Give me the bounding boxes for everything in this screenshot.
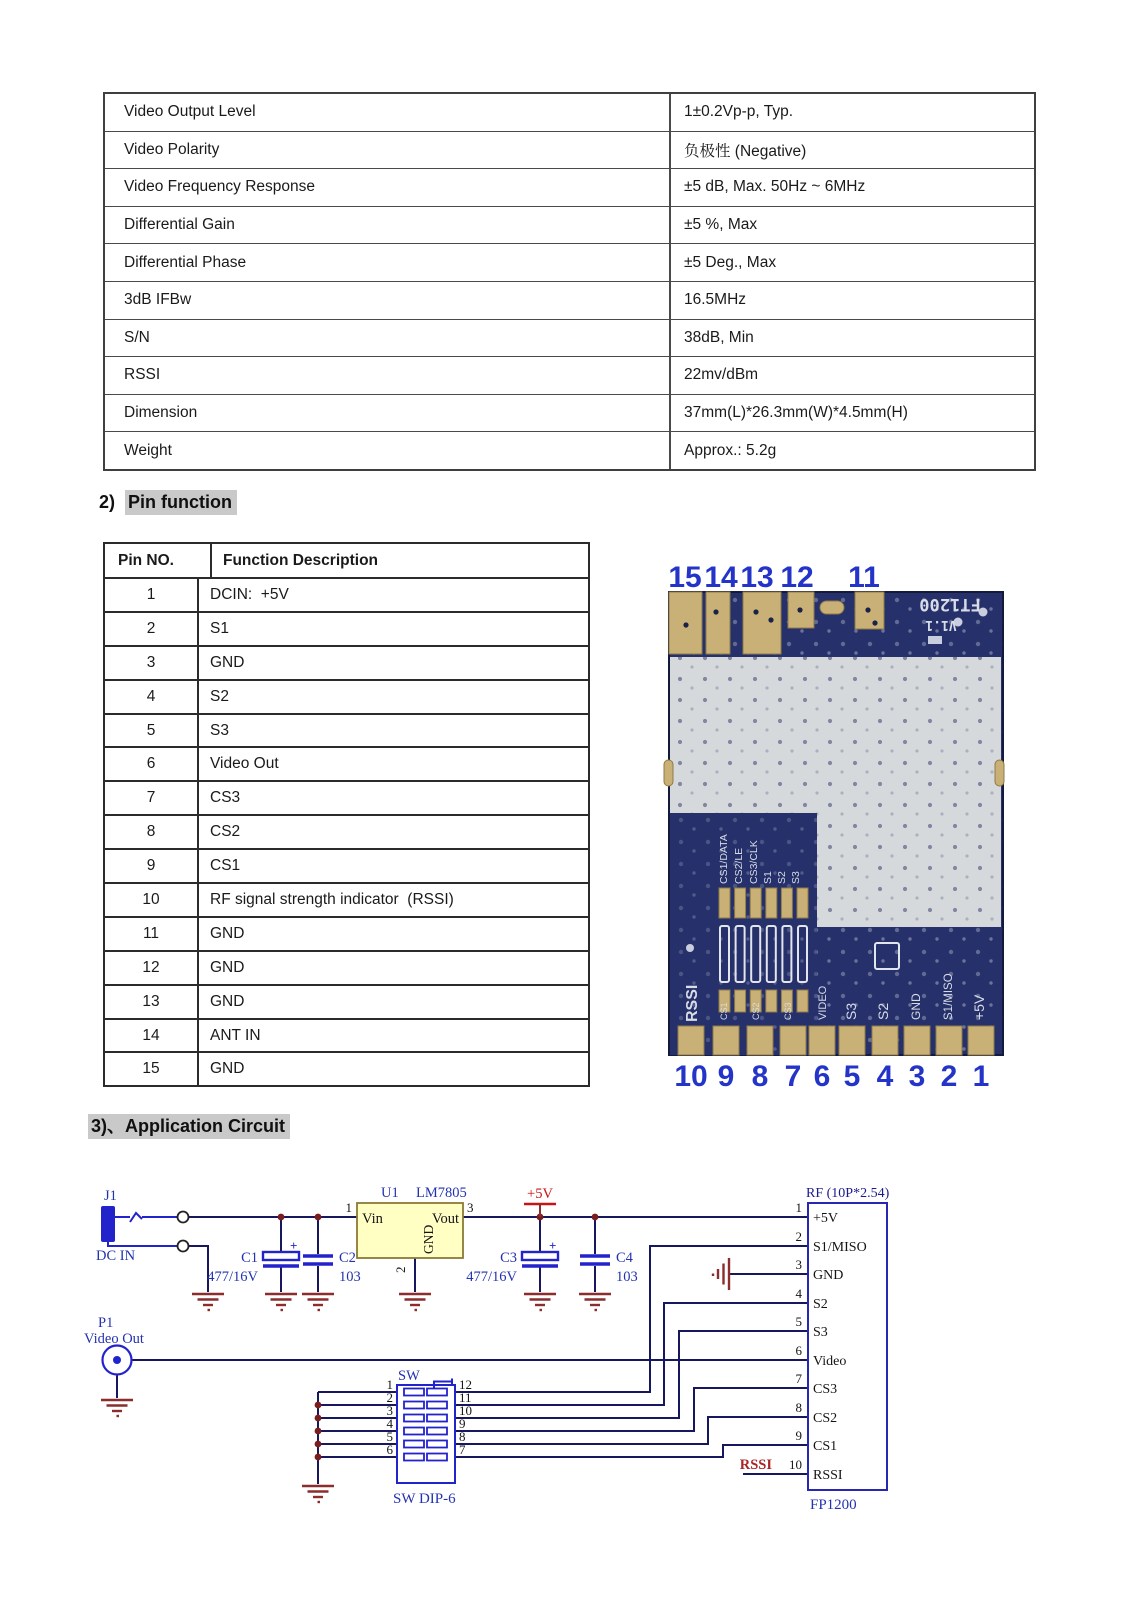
table-row [105,356,1034,394]
spec-value: 22mv/dBm [684,366,759,384]
u1-pin-number: 1 [345,1200,352,1215]
pin-no: 11 [105,918,199,950]
spec-label: Video Polarity [105,132,671,169]
table-row [105,950,588,984]
pin-function: ANT IN [210,1026,261,1044]
col-header-function: Function Description [223,551,378,569]
pin-no: 14 [105,1020,199,1052]
silk-mid-label: CS3/CLK [748,840,760,884]
u1-pin-vout: Vout [431,1211,459,1227]
capacitor-c4 [580,1256,610,1264]
spec-value: ±5 %, Max [684,216,758,234]
table-row [105,281,1034,319]
spec-table [103,92,1036,471]
pin-function: GND [210,653,245,671]
rssi-net-label: RSSI [739,1457,772,1473]
pin-function: CS3 [210,789,241,807]
pin-function: S3 [210,721,229,739]
pin-function: DCIN: +5V [210,585,289,603]
svg-text:CS1: CS1 [813,1439,838,1454]
plus-sign: + [290,1238,298,1253]
spec-label: Differential Phase [105,244,671,281]
bottom-pin-number: 9 [717,1060,735,1093]
spec-value: ±5 Deg., Max [684,253,777,271]
svg-text:Video: Video [813,1354,847,1369]
c1-ref: C1 [241,1250,258,1266]
silk-model: FT1200 [919,594,981,614]
silk-edge-label: CS2 [751,1002,761,1020]
bottom-pin-number: 1 [972,1060,990,1093]
heading-number: 2) [99,492,116,512]
table-row [105,814,588,848]
p1-label: Video Out [84,1331,144,1347]
capacitor-c2 [303,1256,333,1264]
bottom-pin-number: 2 [940,1060,958,1093]
svg-text:+5V: +5V [813,1211,839,1226]
plus5v-label: +5V [527,1186,553,1202]
table-row [105,1051,588,1085]
pin-function: GND [210,1060,245,1078]
svg-text:8: 8 [795,1400,802,1415]
spec-label: 3dB IFBw [105,282,671,319]
silk-edge-label: S2 [875,1002,891,1020]
svg-text:10: 10 [789,1457,802,1472]
table-row [105,168,1034,206]
silk-edge-label: RSSI [684,984,701,1022]
svg-text:7: 7 [459,1442,466,1457]
top-pin-number: 15 [668,561,702,594]
pin-no: 4 [105,681,199,713]
pin-function-heading [99,492,237,513]
pin-no: 13 [105,986,199,1018]
bottom-pin-number: 5 [843,1060,861,1093]
u1-pin-number: 2 [393,1266,408,1273]
pin-function: S2 [210,687,229,705]
u1-pin-vin: Vin [362,1211,383,1227]
silk-mid-label: CS2/LE [733,847,745,884]
svg-text:4: 4 [386,1416,393,1431]
top-pin-number: 13 [740,561,774,594]
pin-no: 9 [105,850,199,882]
pin-no: 12 [105,952,199,984]
u1-pin-gnd: GND [421,1224,436,1254]
j1-ref: J1 [104,1188,117,1204]
plus5v-symbol [524,1204,556,1217]
dc-jack-symbol [101,1206,189,1252]
svg-text:2: 2 [386,1390,393,1405]
sw-ref: SW [398,1368,420,1384]
u1-pin-number: 3 [467,1200,474,1215]
rf-part: FP1200 [810,1497,857,1513]
table-row [105,577,588,611]
p1-ref: P1 [98,1315,114,1331]
spec-value: 38dB, Min [684,328,754,346]
bottom-pin-number: 10 [674,1060,708,1093]
pin-no: 10 [105,884,199,916]
svg-text:8: 8 [459,1429,466,1444]
svg-text:4: 4 [795,1286,802,1301]
silk-mid-label: S3 [790,871,802,884]
svg-text:5: 5 [795,1314,802,1329]
pin-no: 3 [105,647,199,679]
pin-function: GND [210,992,245,1010]
spec-value: 37mm(L)*26.3mm(W)*4.5mm(H) [684,404,908,422]
pin-function: GND [210,924,245,942]
silk-edge-label: CS1 [719,1002,729,1020]
silk-version: V1.1 [925,617,957,632]
c4-ref: C4 [616,1250,633,1266]
svg-text:S3: S3 [813,1325,828,1340]
pin-function: CS1 [210,857,241,875]
table-row [105,916,588,950]
silk-mid-label: S1 [762,871,774,884]
spec-label: Weight [105,432,671,469]
spec-value: 负极性 (Negative) [684,142,807,160]
svg-text:1: 1 [795,1200,802,1215]
pin-no: 7 [105,782,199,814]
table-row [105,611,588,645]
svg-text:S2: S2 [813,1297,828,1312]
svg-text:CS2: CS2 [813,1411,838,1426]
svg-text:3: 3 [386,1403,393,1418]
pin-function: Video Out [210,755,279,773]
c2-ref: C2 [339,1250,356,1266]
silk-edge-label: VIDEO [817,985,829,1020]
table-row [105,645,588,679]
pcb-photo [640,550,1040,1095]
svg-text:GND: GND [813,1268,844,1283]
svg-text:6: 6 [795,1343,802,1358]
svg-text:5: 5 [386,1429,393,1444]
silk-edge-label: S3 [843,1002,859,1020]
spec-value: ±5 dB, Max. 50Hz ~ 6MHz [684,178,866,196]
pin-no: 6 [105,748,199,780]
video-out-connector [103,1346,132,1375]
col-header-pin-no: Pin NO. [105,544,212,577]
pin-no: 5 [105,715,199,747]
pin-function: GND [210,958,245,976]
table-row [105,984,588,1018]
silk-edge-label: +5V [971,994,987,1020]
heading-title: Pin function [125,490,237,515]
rf-title: RF (10P*2.54) [806,1186,890,1201]
spec-value: Approx.: 5.2g [684,441,777,459]
application-circuit-schematic [80,1150,920,1525]
c3-ref: C3 [500,1250,517,1266]
spec-label: Dimension [105,395,671,432]
table-header-row [105,544,588,577]
bottom-pin-number: 4 [876,1060,894,1093]
table-row [105,243,1034,281]
svg-text:12: 12 [459,1377,472,1392]
table-row [105,780,588,814]
svg-text:10: 10 [459,1403,472,1418]
spec-label: Video Output Level [105,94,671,131]
bottom-pin-number: 3 [908,1060,926,1093]
c1-value: 477/16V [207,1269,258,1285]
silk-edge-label: CS3 [783,1002,793,1020]
table-row [105,746,588,780]
pin-no: 2 [105,613,199,645]
table-row [105,394,1034,432]
table-row [105,131,1034,169]
table-row [105,319,1034,357]
pin-function: RF signal strength indicator (RSSI) [210,890,454,908]
svg-text:9: 9 [459,1416,466,1431]
spec-label: Differential Gain [105,207,671,244]
dip-switch [397,1379,455,1484]
svg-text:1: 1 [386,1377,393,1392]
bottom-pin-number: 8 [751,1060,769,1093]
bottom-pin-number: 7 [784,1060,802,1093]
svg-text:6: 6 [386,1442,393,1457]
table-row [105,679,588,713]
top-pin-number: 14 [704,561,738,594]
u1-part: LM7805 [416,1185,467,1201]
u1-ref: U1 [381,1185,399,1201]
spec-value: 1±0.2Vp-p, Typ. [684,103,794,121]
heading-title: Application Circuit [125,1116,286,1136]
rf-pin-numbers [789,1200,803,1472]
c4-value: 103 [616,1269,638,1285]
silk-edge-label: GND [909,993,923,1020]
spec-value: 16.5MHz [684,291,747,309]
top-pin-number: 11 [848,561,880,594]
svg-text:RSSI: RSSI [813,1468,843,1483]
sw-part: SW DIP-6 [393,1491,456,1507]
table-row [105,848,588,882]
pin-function-table [103,542,590,1087]
svg-text:2: 2 [795,1229,802,1244]
pin-function: CS2 [210,823,241,841]
table-row [105,713,588,747]
spec-label: Video Frequency Response [105,169,671,206]
oval-pad [820,601,844,614]
svg-text:11: 11 [459,1390,472,1405]
c3-value: 477/16V [466,1269,517,1285]
heading-number: 3)、 [91,1116,126,1136]
silk-mid-label: S2 [776,871,788,884]
table-row [105,206,1034,244]
table-row [105,882,588,916]
plus-sign: + [549,1238,557,1253]
table-row [105,1018,588,1052]
pin-function: S1 [210,619,229,637]
table-row [105,431,1034,469]
pin-no: 8 [105,816,199,848]
j1-label: DC IN [96,1248,136,1264]
application-circuit-heading [88,1112,290,1138]
svg-text:S1/MISO: S1/MISO [813,1240,867,1255]
svg-text:3: 3 [795,1257,802,1272]
silk-mid-label: CS1/DATA [718,834,730,884]
svg-text:CS3: CS3 [813,1382,838,1397]
bottom-pin-number: 6 [813,1060,831,1093]
spec-label: RSSI [105,357,671,394]
table-row [105,94,1034,131]
c2-value: 103 [339,1269,361,1285]
top-pin-number: 12 [780,561,814,594]
silk-edge-label: S1/MISO [943,973,955,1020]
pin-no: 15 [105,1053,199,1085]
svg-text:9: 9 [795,1428,802,1443]
spec-label: S/N [105,320,671,357]
pin-no: 1 [105,579,199,611]
svg-text:7: 7 [795,1371,802,1386]
